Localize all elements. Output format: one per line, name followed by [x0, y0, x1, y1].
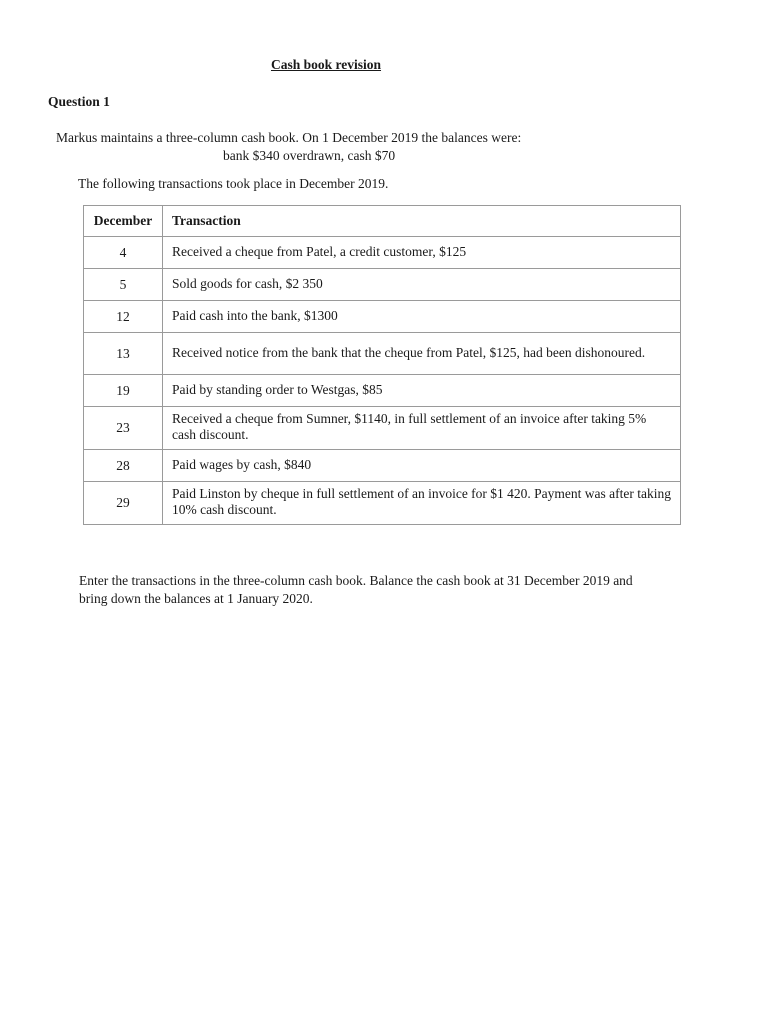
table-row: [84, 237, 681, 269]
table-row: [84, 301, 681, 333]
transactions-table: [83, 205, 681, 525]
row-day: 29: [84, 482, 163, 525]
row-day: 5: [84, 269, 163, 301]
question-heading: Question 1: [48, 94, 110, 109]
row-transaction: Received a cheque from Sumner, $1140, in full settlement of an invoice after taking 5% cash discount.: [163, 407, 681, 450]
row-transaction: Received a cheque from Patel, a credit customer, $125: [163, 237, 681, 269]
row-transaction: Sold goods for cash, $2 350: [163, 269, 681, 301]
row-day: 4: [84, 237, 163, 269]
table-row: [84, 482, 681, 525]
opening-balances: bank $340 overdrawn, cash $70: [223, 148, 396, 163]
row-transaction: Paid by standing order to Westgas, $85: [163, 375, 681, 407]
table-row: [84, 333, 681, 375]
table-row: [84, 375, 681, 407]
row-day: 28: [84, 450, 163, 482]
row-transaction: Paid wages by cash, $840: [163, 450, 681, 482]
row-day: 13: [84, 333, 163, 375]
row-day: 23: [84, 407, 163, 450]
row-day: 19: [84, 375, 163, 407]
row-transaction: Paid cash into the bank, $1300: [163, 301, 681, 333]
table-row: [84, 269, 681, 301]
row-transaction: Received notice from the bank that the cheque from Patel, $125, had been dishonoured.: [163, 333, 681, 375]
transactions-intro: The following transactions took place in December 2019.: [78, 176, 389, 191]
row-transaction: Paid Linston by cheque in full settlement of an invoice for $1 420. Payment was after taking 10% cash discount.: [163, 482, 681, 525]
column-header-december: December: [84, 206, 163, 237]
document-title: Cash book revision: [270, 57, 382, 72]
table-row: [84, 407, 681, 450]
table-row: [84, 450, 681, 482]
table-header-row: [84, 206, 681, 237]
task-instructions: Enter the transactions in the three-column cash book. Balance the cash book at 31 December 2019 and bring down the balances at 1 January 2020.: [79, 573, 633, 606]
row-day: 12: [84, 301, 163, 333]
intro-text: Markus maintains a three-column cash book. On 1 December 2019 the balances were:: [56, 130, 522, 145]
column-header-transaction: Transaction: [163, 206, 681, 237]
